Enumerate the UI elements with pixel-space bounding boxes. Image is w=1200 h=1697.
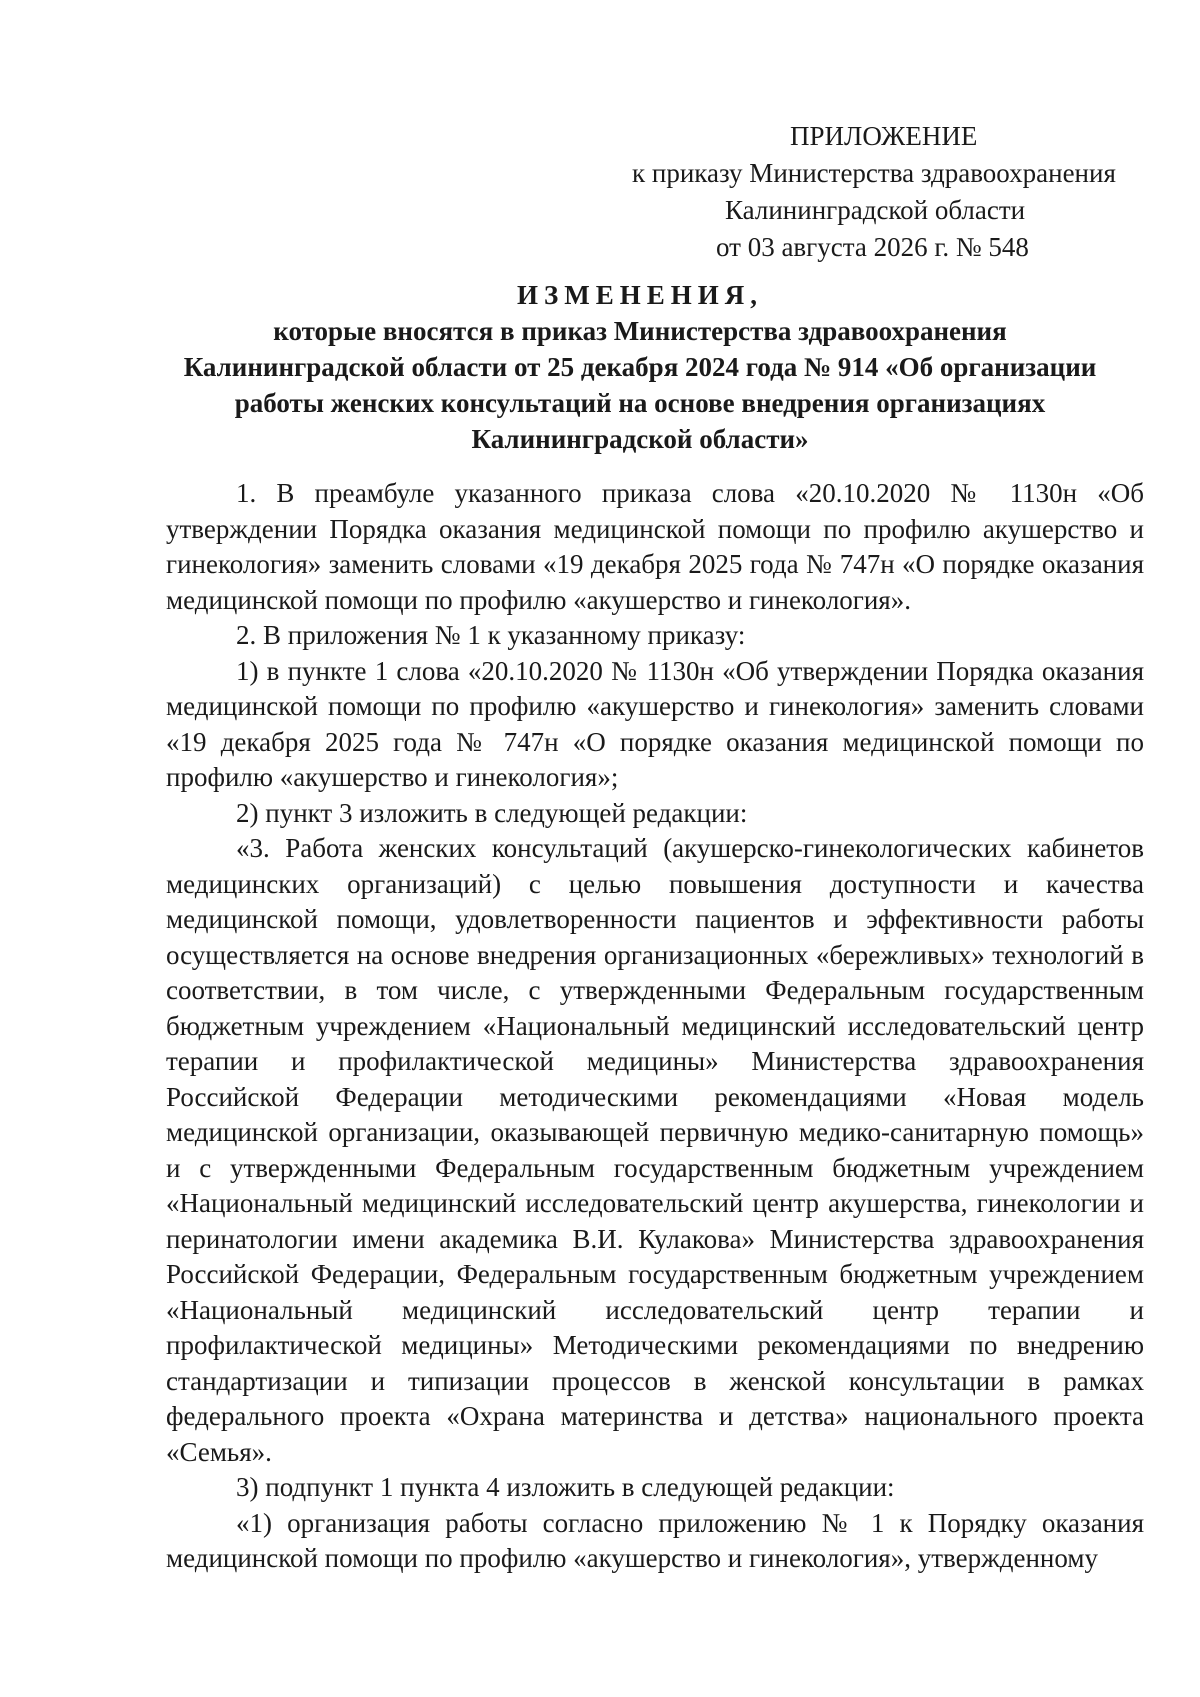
appendix-line-order: к приказу Министерства здравоохранения xyxy=(632,158,1116,188)
heading-line: работы женских консультаций на основе внедрения организациях xyxy=(234,388,1046,418)
paragraph-5: «3. Работа женских консультаций (акушерско-гинекологических кабинетов медицинских организаций) с целью повышения доступности и качества медицинской помощи, удовлетворенности пациентов и эффективности работы осуществляется на основе внедрения организационных «бережливых» технологий в соответствии, в том числе, с утвержденными Федеральным государственным бюджетным учреждением «Национальный медицинский исследовательский центр терапии и профилактической медицины» Министерства здравоохранения Российской Федерации методическими рекомендациями «Новая модель медицинской организации, оказывающей первичную медико-санитарную помощь» и с утвержденными Федеральным государственным бюджетным учреждением «Национальный медицинский исследовательский центр акушерства, гинекологии и перинатологии имени академика В.И. Кулакова» Министерства здравоохранения Российской Федерации, Федеральным государственным бюджетным учреждением «Национальный медицинский исследовательский центр терапии и профилактической медицины» Методическими рекомендациями по внедрению стандартизации и типизации процессов в женской консультации в рамках федерального проекта «Охрана материнства и детства» национального проекта «Семья». xyxy=(166,833,1144,1467)
appendix-line-date: от 03 августа 2026 г. № 548 xyxy=(716,232,1029,262)
appendix-line-region: Калининградской области xyxy=(725,195,1026,225)
heading-title: ИЗМЕНЕНИЯ, xyxy=(516,280,763,310)
paragraph-7: «1) организация работы согласно приложению № 1 к Порядку оказания медицинской помощи по профилю «акушерство и гинекология», утвержденному xyxy=(166,1507,1144,1573)
document-body xyxy=(166,476,1144,1577)
heading-line: которые вносятся в приказ Министерства здравоохранения xyxy=(273,316,1007,346)
heading-line: Калининградской области от 25 декабря 2024 года № 914 «Об организации xyxy=(183,352,1097,382)
paragraph-6: 3) подпункт 1 пункта 4 изложить в следующей редакции: xyxy=(236,1472,895,1502)
heading-line: Калининградской области» xyxy=(471,424,809,454)
document-heading xyxy=(160,277,1120,457)
paragraph-3: 1) в пункте 1 слова «20.10.2020 № 1130н «Об утверждении Порядка оказания медицинской помощи по профилю «акушерство и гинекология» заменить словами «19 декабря 2025 года № 747н «О порядке оказания медицинской помощи по профилю «акушерство и гинекология»; xyxy=(166,655,1144,792)
paragraph-1: 1. В преамбуле указанного приказа слова «20.10.2020 № 1130н «Об утверждении Порядка оказания медицинской помощи по профилю акушерство и гинекология» заменить словами «19 декабря 2025 года № 747н «О порядке оказания медицинской помощи по профилю «акушерство и гинекология». xyxy=(166,478,1144,615)
appendix-title: ПРИЛОЖЕНИЕ xyxy=(790,121,978,151)
paragraph-2: 2. В приложения № 1 к указанному приказу: xyxy=(236,620,746,650)
appendix-block xyxy=(600,118,1120,266)
paragraph-4: 2) пункт 3 изложить в следующей редакции: xyxy=(236,797,748,828)
